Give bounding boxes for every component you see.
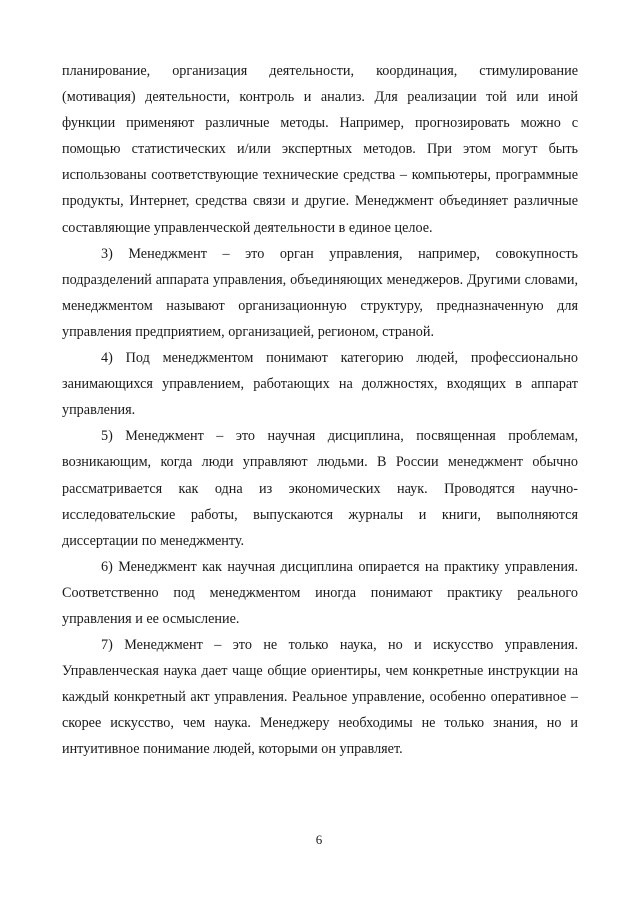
paragraph-item-6: 6) Менеджмент как научная дисциплина опирается на практику управления. Соответственно под менеджментом иногда понимают практику реального управления и ее осмысление. [62, 558, 578, 627]
document-body [62, 58, 578, 763]
page-number: 6 [315, 832, 323, 847]
paragraph-continuation: планирование, организация деятельности, координация, стимулирование (мотивация) деятельности, контроль и анализ. Для реализации той или иной функции применяют различные методы. Например, прогнозировать можно с помощью статистических и/или экспертных методов. При этом могут быть использованы соответствующие технические средства – компьютеры, программные продукты, Интернет, средства связи и другие. Менеджмент объединяет различные составляющие управленческой деятельности в единое целое. [62, 63, 578, 236]
paragraph-item-5: 5) Менеджмент – это научная дисциплина, посвященная проблемам, возникающим, когда люди управляют людьми. В России менеджмент обычно рассматривается как одна из экономических наук. Проводятся научно-исследовательские работы, выпускаются журналы и книги, выполняются диссертации по менеджменту. [62, 428, 578, 549]
paragraph-item-4: 4) Под менеджментом понимают категорию людей, профессионально занимающихся управлением, работающих на должностях, входящих в аппарат управления. [62, 350, 578, 419]
paragraph-item-3: 3) Менеджмент – это орган управления, например, совокупность подразделений аппарата управления, объединяющих менеджеров. Другими словами, менеджментом называют организационную структуру, предназначенную для управления предприятием, организацией, регионом, страной. [62, 245, 578, 340]
paragraph-item-7: 7) Менеджмент – это не только наука, но и искусство управления. Управленческая наука дает чаще общие ориентиры, чем конкретные инструкции на каждый конкретный акт управления. Реальное управление, особенно оперативное – скорее искусство, чем наука. Менеджеру необходимы не только знания, но и интуитивное понимание людей, которыми он управляет. [62, 637, 578, 758]
